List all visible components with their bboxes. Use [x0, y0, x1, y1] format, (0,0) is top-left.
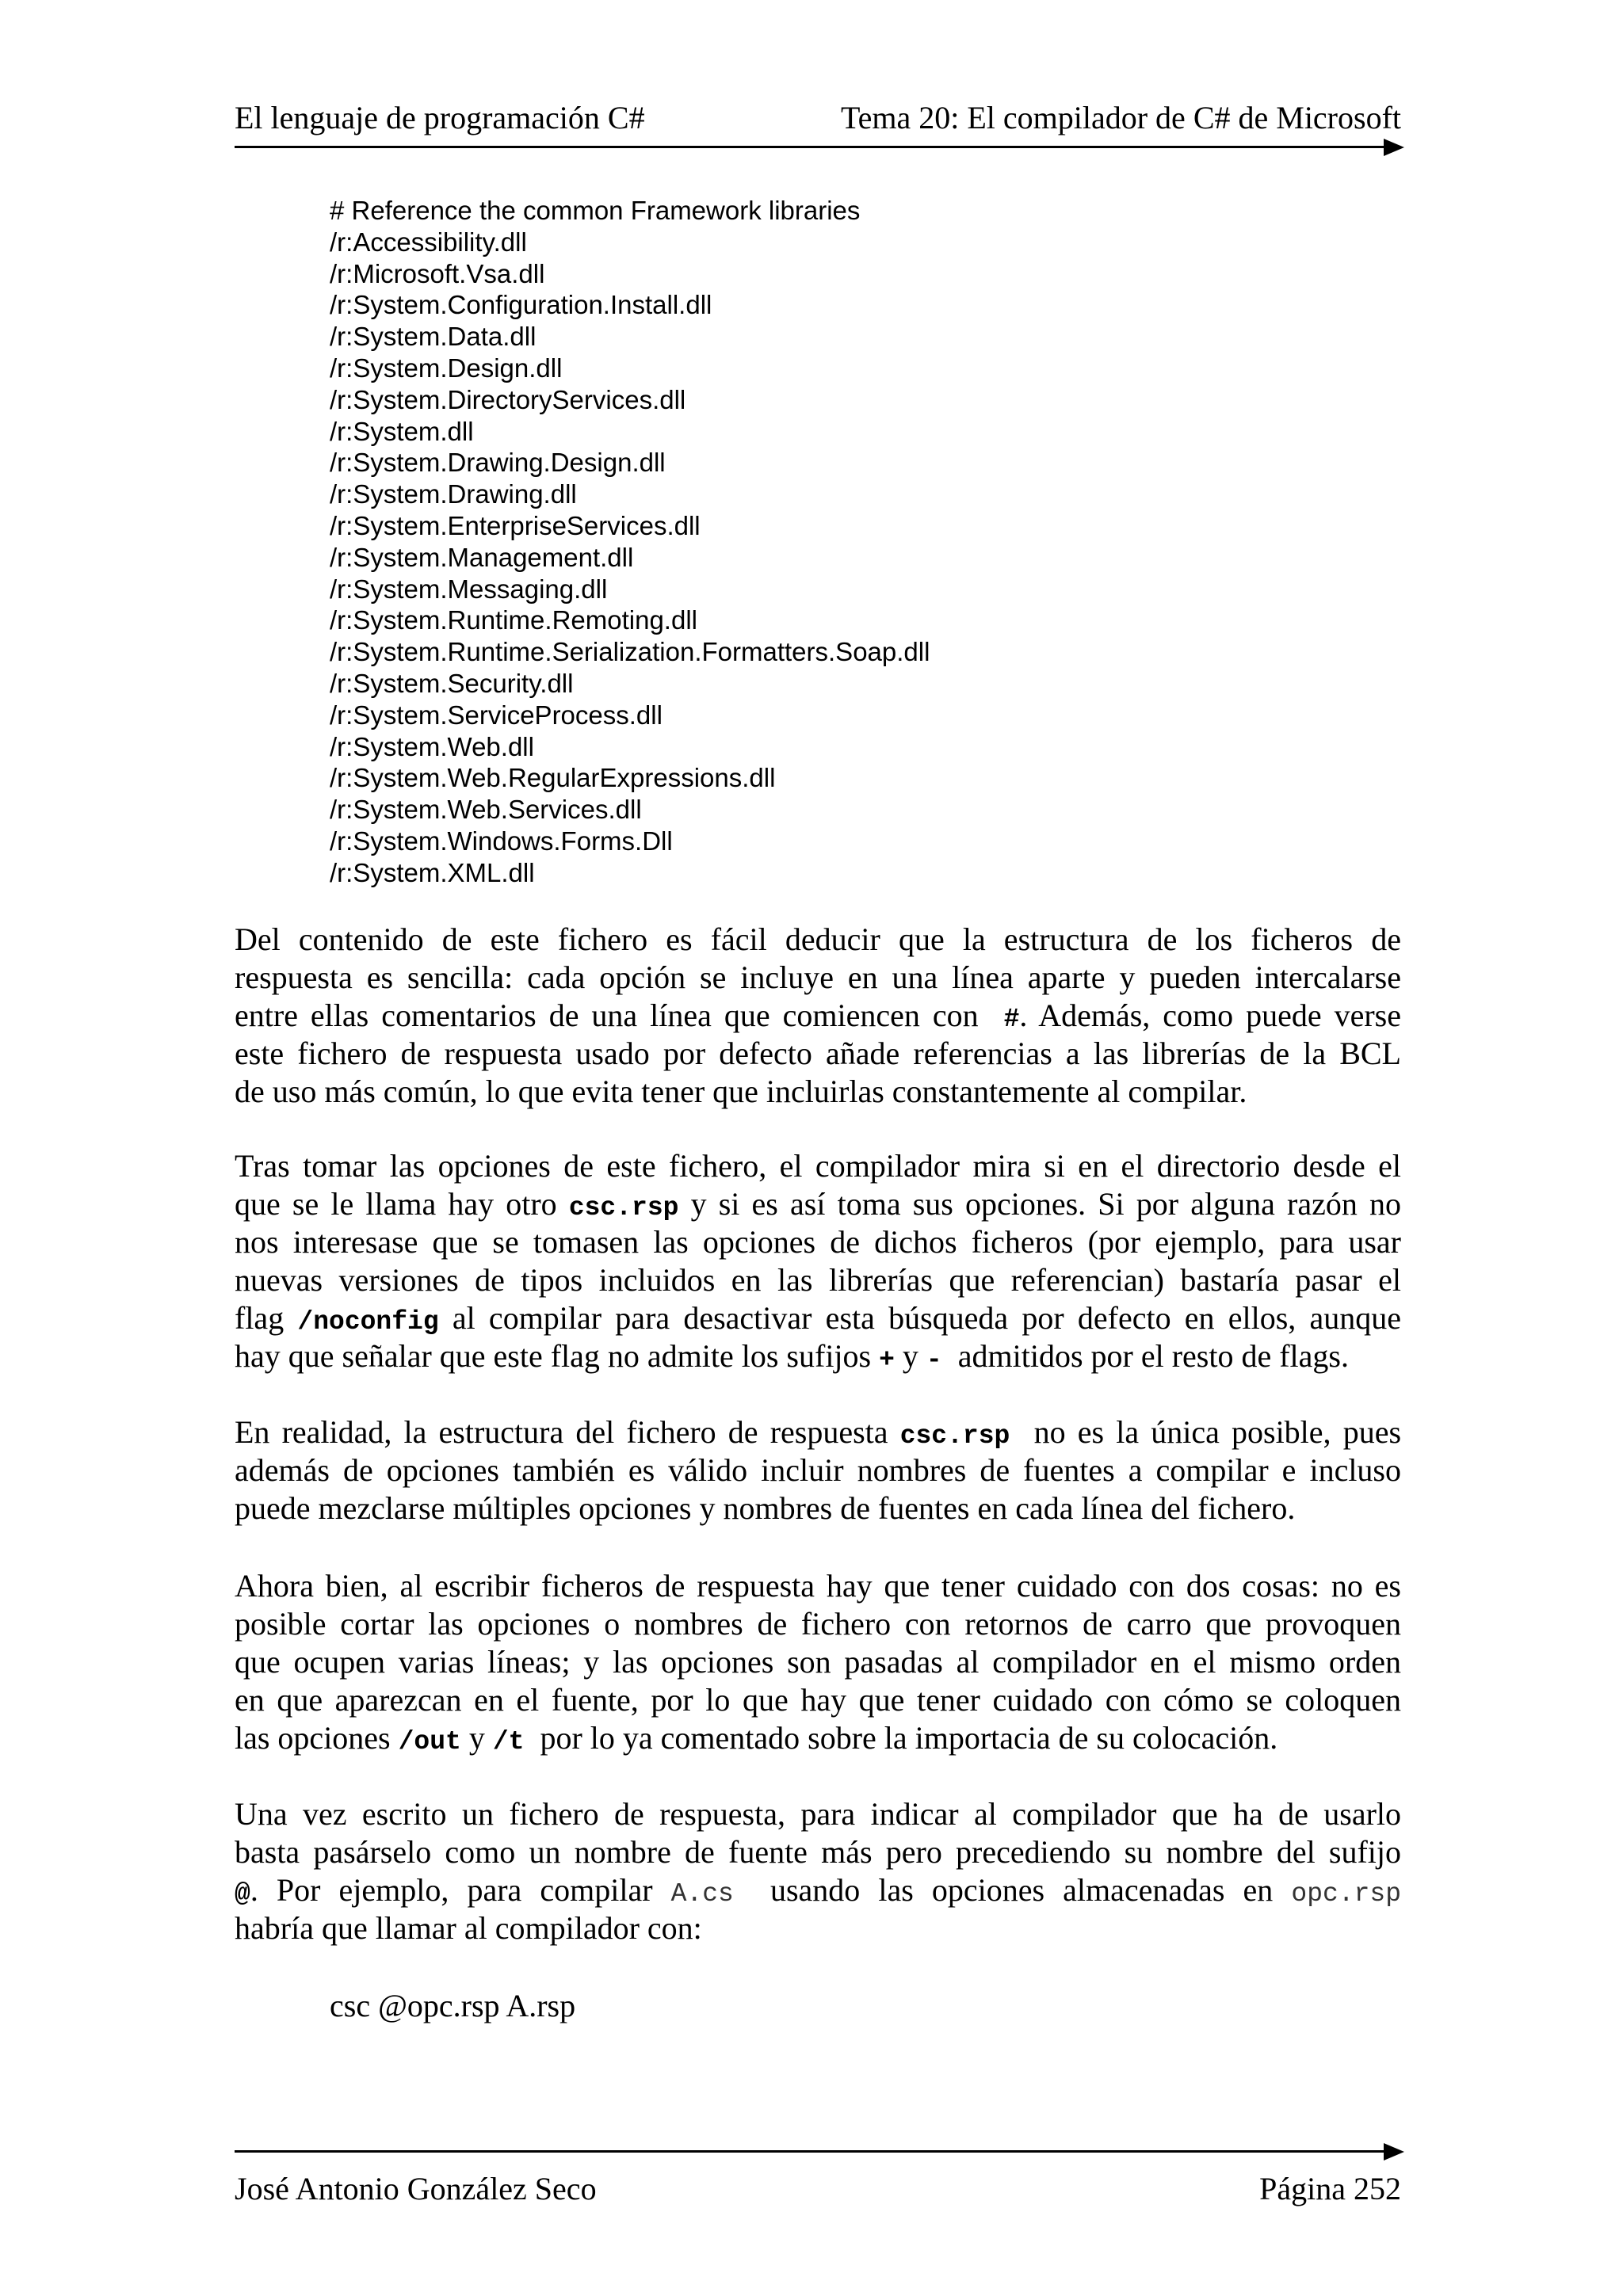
inline-code: +	[879, 1345, 895, 1375]
text: flag	[235, 1300, 285, 1336]
p2-line: Tras tomar las opciones de este fichero, el compilador mira si en el directorio desde el	[235, 1148, 1401, 1184]
code-line: # Reference the common Framework libraries	[330, 196, 861, 225]
footer-rule	[235, 2150, 1385, 2153]
page-footer	[235, 2169, 1401, 2209]
code-line: /r:System.dll	[330, 416, 474, 446]
p1-line: de uso más común, lo que evita tener que incluirlas constantemente al compilar.	[235, 1074, 1247, 1109]
code-line: /r:System.Drawing.dll	[330, 479, 577, 509]
code-line: /r:System.Web.RegularExpressions.dll	[330, 763, 776, 793]
inline-code: /out	[398, 1727, 461, 1756]
paragraph-2	[235, 1147, 1401, 1375]
text: no es la única posible, pues	[1033, 1414, 1402, 1450]
code-line: /r:System.Design.dll	[330, 353, 563, 383]
p3-line: además de opciones también es válido incluir nombres de fuentes a compilar e incluso	[235, 1452, 1401, 1488]
code-line: /r:Microsoft.Vsa.dll	[330, 258, 545, 288]
text: al compilar para desactivar esta búsqueda por defecto en ellos, aunque	[452, 1300, 1402, 1336]
p2-line	[235, 1337, 1401, 1375]
code-line: /r:System.EnterpriseServices.dll	[330, 510, 701, 540]
code-line: /r:System.Web.dll	[330, 731, 534, 761]
code-line: /r:Accessibility.dll	[330, 227, 527, 257]
text: y si es así toma sus opciones. Si por alguna razón no	[690, 1186, 1401, 1222]
text: . Además, como puede verse	[1019, 997, 1402, 1033]
p4-line	[235, 1719, 1401, 1757]
response-file-listing	[330, 195, 1360, 889]
text: hay que señalar que este flag no admite los sufijos	[235, 1338, 872, 1374]
code-line: /r:System.Security.dll	[330, 668, 574, 698]
text: por lo ya comentado sobre la importacia de su colocación.	[540, 1720, 1278, 1756]
header-chapter-title: Tema 20: El compilador de C# de Microsoft	[840, 100, 1401, 135]
p1-line	[235, 997, 1401, 1035]
paragraph-5	[235, 1795, 1401, 1947]
p1-line: Del contenido de este fichero es fácil deducir que la estructura de los ficheros de	[235, 921, 1401, 957]
text: las opciones	[235, 1720, 391, 1756]
p3-line: puede mezclarse múltiples opciones y nombres de fuentes en cada línea del fichero.	[235, 1490, 1296, 1526]
code-line: /r:System.Web.Services.dll	[330, 795, 642, 825]
p4-line: posible cortar las opciones o nombres de fichero con retornos de carro que provoquen	[235, 1606, 1401, 1642]
inline-code: @	[235, 1879, 250, 1909]
paragraph-4	[235, 1567, 1401, 1757]
p4-line: que ocupen varias líneas; y las opciones son pasadas al compilador en el mismo orden	[235, 1644, 1401, 1680]
inline-code: A.cs	[670, 1879, 734, 1909]
inline-code: opc.rsp	[1291, 1879, 1402, 1909]
inline-code: csc.rsp	[568, 1193, 679, 1222]
code-line: /r:System.Drawing.Design.dll	[330, 448, 666, 478]
code-line: /r:System.Runtime.Serialization.Formatters.Soap.dll	[330, 637, 930, 667]
p5-line: habría que llamar al compilador con:	[235, 1910, 702, 1946]
text: En realidad, la estructura del fichero de respuesta	[235, 1414, 888, 1450]
p5-line	[235, 1871, 1401, 1909]
code-line: /r:System.Configuration.Install.dll	[330, 290, 712, 320]
p2-line: nuevas versiones de tipos incluidos en las librerías que referencian) bastaría pasar el	[235, 1262, 1401, 1298]
inline-code: /t	[492, 1727, 525, 1756]
text: usando las opciones almacenadas en	[769, 1872, 1274, 1908]
text: y	[468, 1720, 485, 1756]
code-line: /r:System.ServiceProcess.dll	[330, 700, 663, 730]
footer-author: José Antonio González Seco	[235, 2171, 597, 2206]
text: admitidos por el resto de flags.	[957, 1338, 1349, 1374]
compiler-command: csc @opc.rsp A.rsp	[330, 1988, 576, 2023]
code-line: /r:System.XML.dll	[330, 857, 535, 887]
p5-line: basta pasárselo como un nombre de fuente más pero precediendo su nombre del sufijo	[235, 1834, 1401, 1870]
text: . Por ejemplo, para compilar	[250, 1872, 653, 1908]
code-line: /r:System.Management.dll	[330, 542, 634, 572]
paragraph-1	[235, 921, 1401, 1111]
p2-line	[235, 1185, 1401, 1223]
text: que se le llama hay otro	[235, 1186, 557, 1222]
page-header	[235, 98, 1401, 138]
header-arrow-icon	[1384, 139, 1404, 156]
inline-code: csc.rsp	[899, 1421, 1010, 1451]
p1-line: este fichero de respuesta usado por defecto añade referencias a las librerías de la BCL	[235, 1035, 1401, 1071]
inline-code: -	[926, 1345, 942, 1375]
p1-line: respuesta es sencilla: cada opción se incluye en una línea aparte y pueden intercalarse	[235, 959, 1401, 995]
text: entre ellas comentarios de una línea que comiencen con	[235, 997, 979, 1033]
text: y	[902, 1338, 918, 1374]
inline-code: #	[1003, 1005, 1020, 1034]
p3-line	[235, 1413, 1401, 1451]
inline-code: /noconfig	[297, 1307, 439, 1337]
footer-arrow-icon	[1384, 2143, 1404, 2161]
p2-line: nos interesase que se tomasen las opciones de dichos ficheros (por ejemplo, para usar	[235, 1224, 1401, 1260]
header-book-title: El lenguaje de programación C#	[235, 100, 645, 135]
code-line: /r:System.Runtime.Remoting.dll	[330, 605, 697, 635]
code-line: /r:System.Windows.Forms.Dll	[330, 826, 673, 856]
footer-page-number: Página 252	[1259, 2171, 1401, 2206]
p5-line: Una vez escrito un fichero de respuesta, para indicar al compilador que ha de usarlo	[235, 1796, 1401, 1832]
header-rule	[235, 146, 1385, 148]
code-line: /r:System.Messaging.dll	[330, 574, 608, 604]
p4-line: Ahora bien, al escribir ficheros de respuesta hay que tener cuidado con dos cosas: no es	[235, 1568, 1401, 1604]
code-line: /r:System.Data.dll	[330, 322, 537, 352]
paragraph-3	[235, 1413, 1401, 1527]
code-line: /r:System.DirectoryServices.dll	[330, 384, 686, 414]
p2-line	[235, 1299, 1401, 1337]
p4-line: en que aparezcan en el fuente, por lo que hay que tener cuidado con cómo se coloquen	[235, 1682, 1401, 1718]
